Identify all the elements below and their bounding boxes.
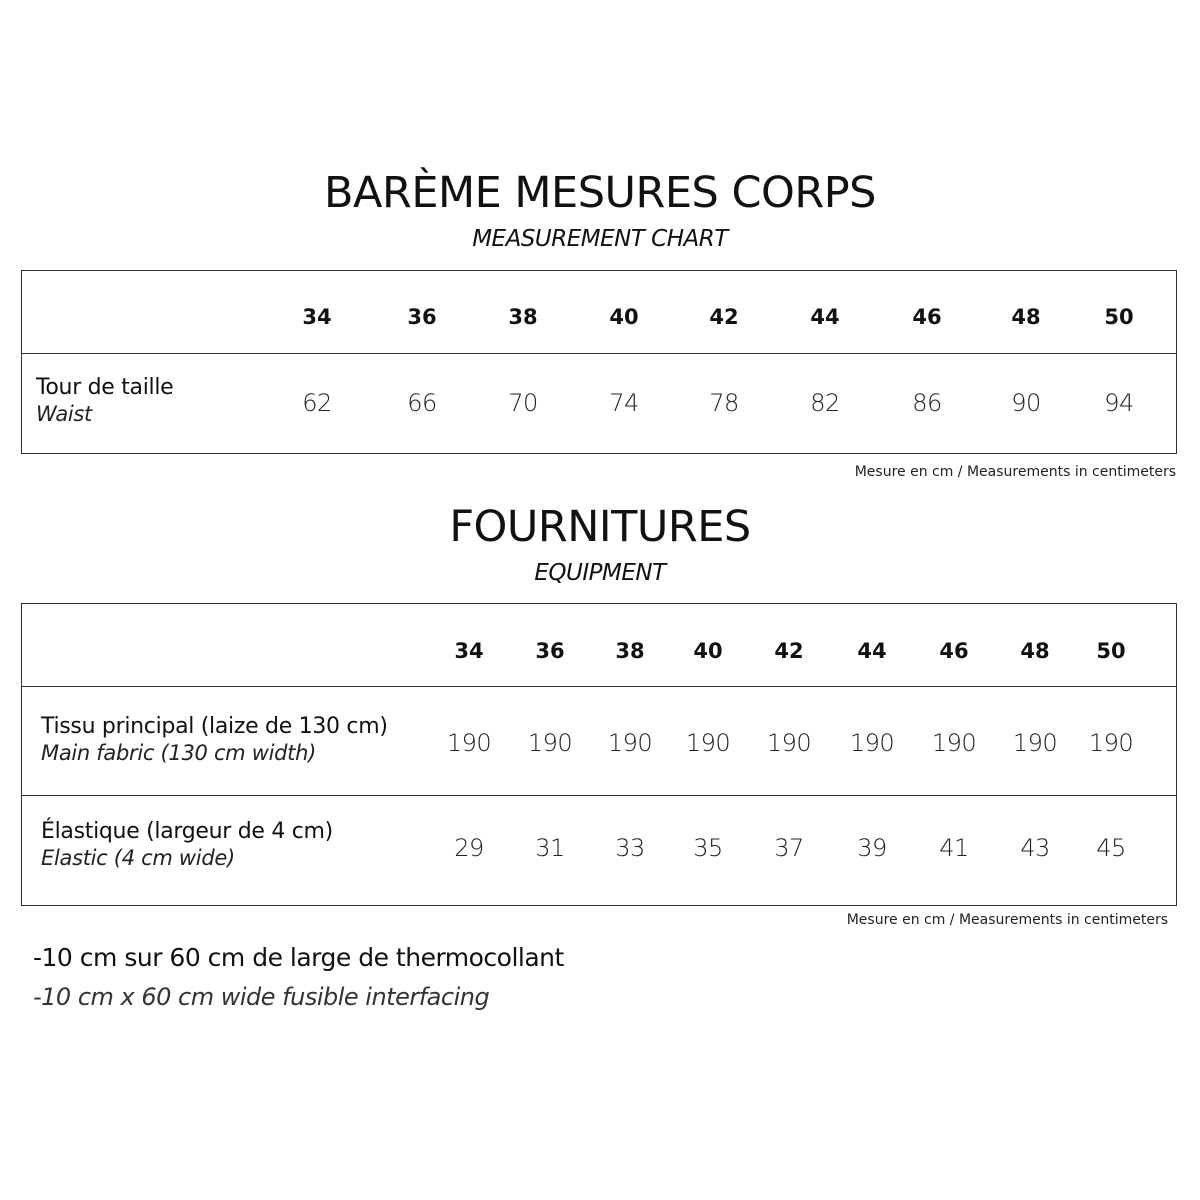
waist-value: 94 [1104, 389, 1134, 417]
waist-value: 70 [508, 389, 538, 417]
elastic-value: 41 [939, 834, 969, 862]
measurement-size-header: 48 [1011, 305, 1041, 329]
equipment-title: FOURNITURES [449, 502, 751, 552]
waist-value: 82 [810, 389, 840, 417]
elastic-row-label [41, 821, 333, 869]
measurement-size-header: 38 [508, 305, 538, 329]
waist-value: 62 [302, 389, 332, 417]
main-fabric-label-fr: Tissu principal (laize de 130 cm) [41, 714, 388, 739]
waist-label-en: Waist [36, 402, 92, 426]
measurement-size-header: 40 [609, 305, 639, 329]
elastic-value: 45 [1096, 834, 1126, 862]
equipment-row-divider [22, 795, 1176, 796]
waist-label-fr: Tour de taille [36, 375, 174, 400]
main-fabric-value: 190 [1088, 729, 1134, 757]
measurement-size-header: 46 [912, 305, 942, 329]
equipment-size-header: 48 [1020, 639, 1050, 663]
equipment-size-header: 50 [1096, 639, 1126, 663]
equipment-size-header: 38 [615, 639, 645, 663]
waist-value: 66 [407, 389, 437, 417]
elastic-value: 29 [454, 834, 484, 862]
measurement-size-header: 44 [810, 305, 840, 329]
equipment-size-header: 42 [774, 639, 804, 663]
main-fabric-value: 190 [685, 729, 731, 757]
main-fabric-value: 190 [527, 729, 573, 757]
measurement-title: BARÈME MESURES CORPS [324, 168, 876, 218]
elastic-label-en: Elastic (4 cm wide) [41, 846, 235, 870]
equipment-size-header: 34 [454, 639, 484, 663]
interfacing-note-fr: -10 cm sur 60 cm de large de thermocollant [33, 943, 564, 972]
waist-row-label [36, 377, 173, 425]
elastic-value: 39 [857, 834, 887, 862]
waist-value: 90 [1011, 389, 1041, 417]
measurement-size-header: 42 [709, 305, 739, 329]
main-fabric-value: 190 [849, 729, 895, 757]
measurement-header-divider [22, 353, 1176, 354]
elastic-value: 37 [774, 834, 804, 862]
elastic-value: 33 [615, 834, 645, 862]
equipment-size-header: 44 [857, 639, 887, 663]
measurement-subtitle: MEASUREMENT CHART [472, 226, 728, 252]
waist-value: 86 [912, 389, 942, 417]
equipment-subtitle: EQUIPMENT [534, 560, 666, 586]
equipment-unit-note: Mesure en cm / Measurements in centimeters [846, 912, 1168, 928]
measurement-size-header: 50 [1104, 305, 1134, 329]
elastic-value: 35 [693, 834, 723, 862]
measurement-size-header: 34 [302, 305, 332, 329]
interfacing-note-en: -10 cm x 60 cm wide fusible interfacing [33, 983, 490, 1011]
equipment-size-header: 40 [693, 639, 723, 663]
main-fabric-label-en: Main fabric (130 cm width) [41, 741, 316, 765]
main-fabric-value: 190 [931, 729, 977, 757]
elastic-value: 43 [1020, 834, 1050, 862]
measurement-unit-note: Mesure en cm / Measurements in centimeters [854, 464, 1176, 480]
main-fabric-row-label [41, 716, 388, 764]
equipment-table [21, 603, 1177, 906]
equipment-size-header: 36 [535, 639, 565, 663]
elastic-value: 31 [535, 834, 565, 862]
main-fabric-value: 190 [1012, 729, 1058, 757]
measurement-size-header: 36 [407, 305, 437, 329]
equipment-header-divider [22, 686, 1176, 687]
waist-value: 78 [709, 389, 739, 417]
main-fabric-value: 190 [446, 729, 492, 757]
elastic-label-fr: Élastique (largeur de 4 cm) [41, 819, 333, 844]
main-fabric-value: 190 [766, 729, 812, 757]
waist-value: 74 [609, 389, 639, 417]
measurement-table [21, 270, 1177, 454]
main-fabric-value: 190 [607, 729, 653, 757]
equipment-size-header: 46 [939, 639, 969, 663]
